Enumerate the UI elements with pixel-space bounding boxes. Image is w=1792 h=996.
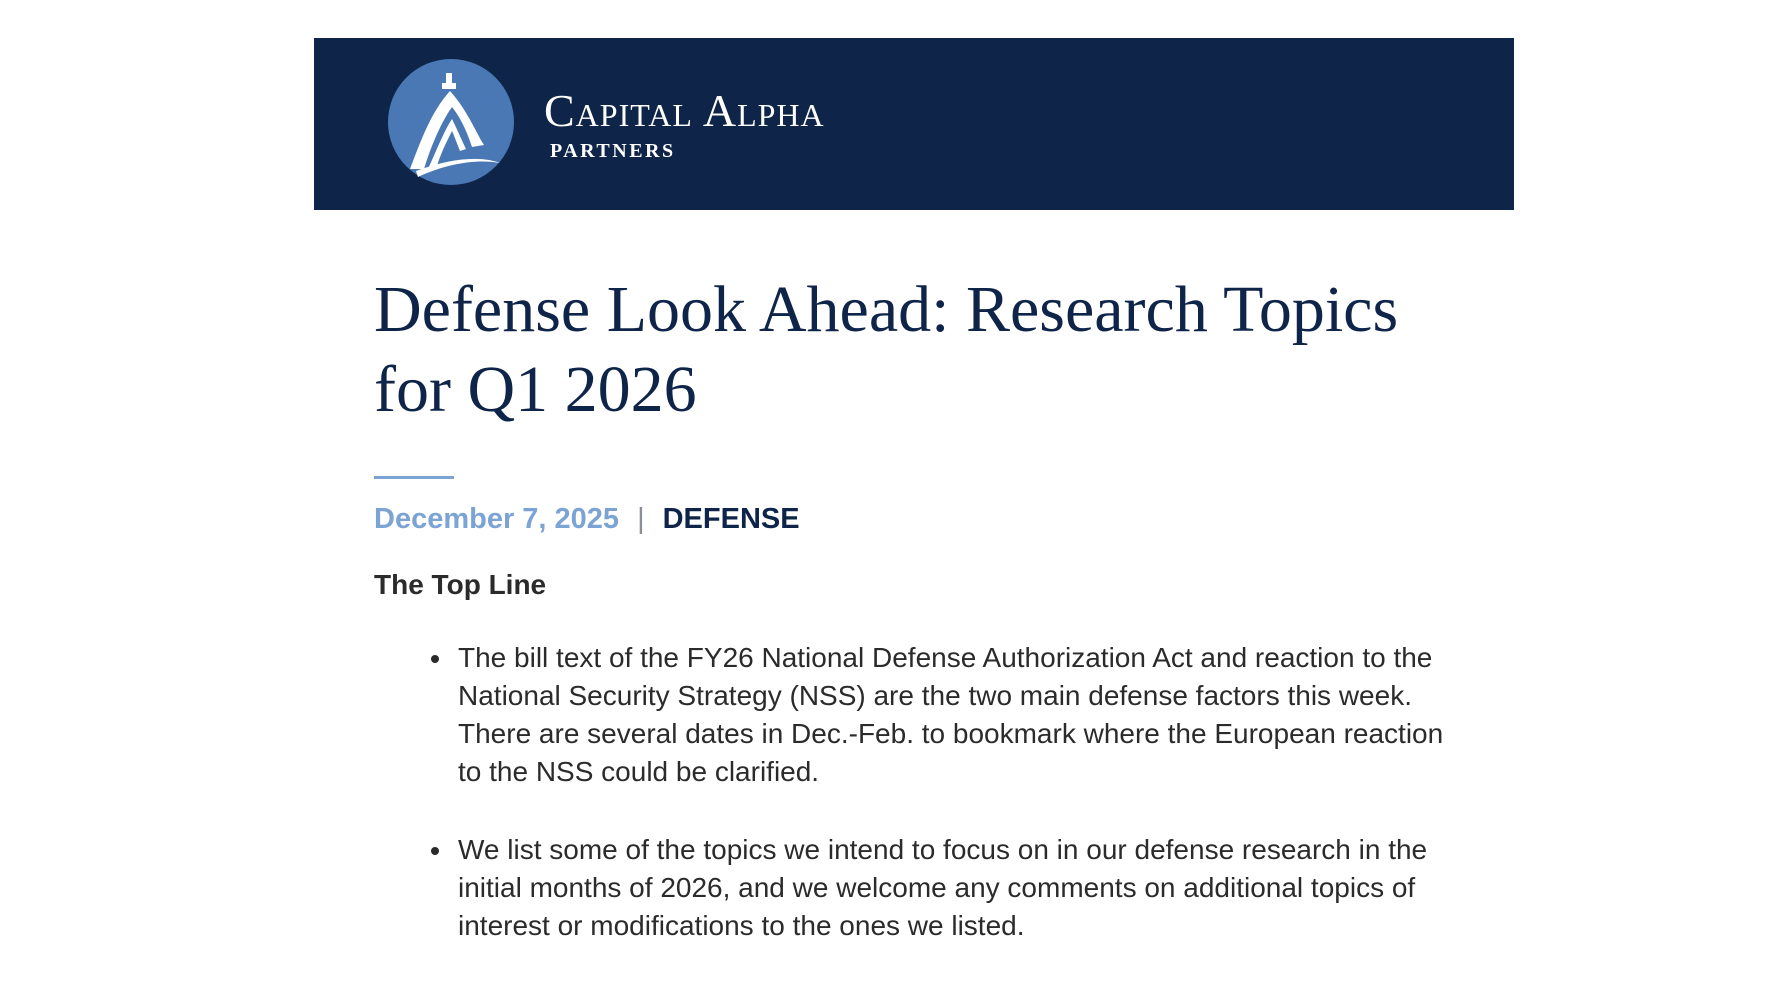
article-content [374, 270, 1464, 985]
header-banner [314, 38, 1514, 210]
meta-separator: | [637, 503, 645, 535]
article-meta [374, 501, 1464, 537]
publish-date: December 7, 2025 [374, 503, 620, 535]
article-title: Defense Look Ahead: Research Topics for Q1 2026 [374, 273, 1399, 426]
brand-name: Capital Alpha [544, 85, 825, 136]
list-item: • The bill text of the FY26 National Defense Authorization Act and reaction to the National Security Strategy (NSS) are the two main defense factors this week. There are several dates in Dec.-Feb. to bookmark where the European reaction to the NSS could be clarified. [454, 639, 1464, 791]
brand-wordmark [544, 85, 825, 163]
list-item: • We list some of the topics we intend to focus on in our defense research in the initial months of 2026, and we welcome any comments on additional topics of interest or modifications to the ones we listed. [454, 831, 1464, 945]
title-divider [374, 476, 454, 479]
brand-subtitle: PARTNERS [550, 140, 676, 162]
summary-list [374, 639, 1464, 945]
category-label: DEFENSE [662, 503, 800, 535]
capitol-dome-logo-icon [388, 59, 514, 185]
section-heading: The Top Line [374, 569, 547, 600]
